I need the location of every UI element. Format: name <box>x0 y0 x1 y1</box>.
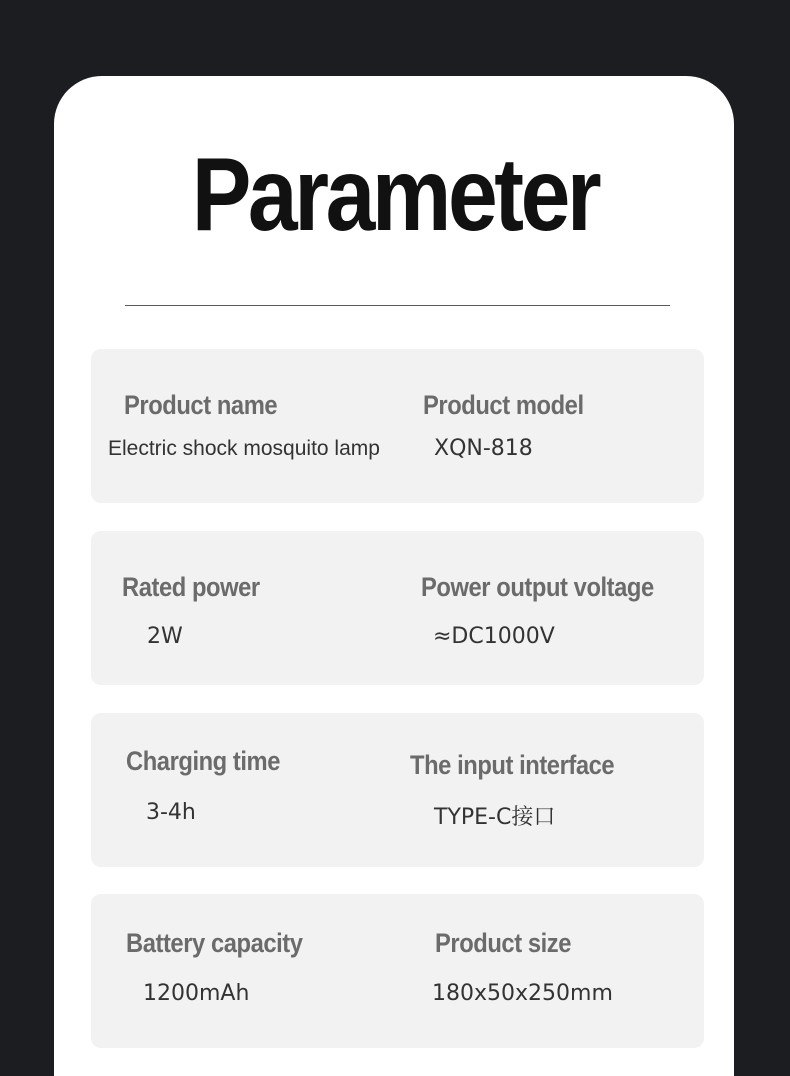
input-interface-label: The input interface <box>410 750 615 780</box>
product-name-label: Product name <box>124 390 278 420</box>
product-size-label: Product size <box>435 928 572 958</box>
input-interface-value: TYPE-C接口 <box>434 805 556 830</box>
charging-time-label: Charging time <box>126 746 281 776</box>
parameter-panel-4 <box>91 894 704 1048</box>
charging-time-value: 3-4h <box>146 800 196 825</box>
page-title: Parameter <box>191 137 599 253</box>
output-voltage-value: ≈DC1000V <box>433 624 555 649</box>
product-model-value: XQN-818 <box>434 436 533 461</box>
output-voltage-label: Power output voltage <box>421 572 654 602</box>
battery-capacity-label: Battery capacity <box>126 928 303 958</box>
parameter-panel-3 <box>91 713 704 867</box>
rated-power-value: 2W <box>147 624 183 649</box>
product-model-label: Product model <box>423 390 584 420</box>
rated-power-label: Rated power <box>122 572 260 602</box>
parameter-panel-2 <box>91 531 704 685</box>
parameter-panel-1 <box>91 349 704 503</box>
product-name-value: Electric shock mosquito lamp <box>108 437 380 460</box>
battery-capacity-value: 1200mAh <box>143 981 250 1006</box>
title-divider <box>125 305 670 306</box>
product-size-value: 180x50x250mm <box>432 981 613 1006</box>
